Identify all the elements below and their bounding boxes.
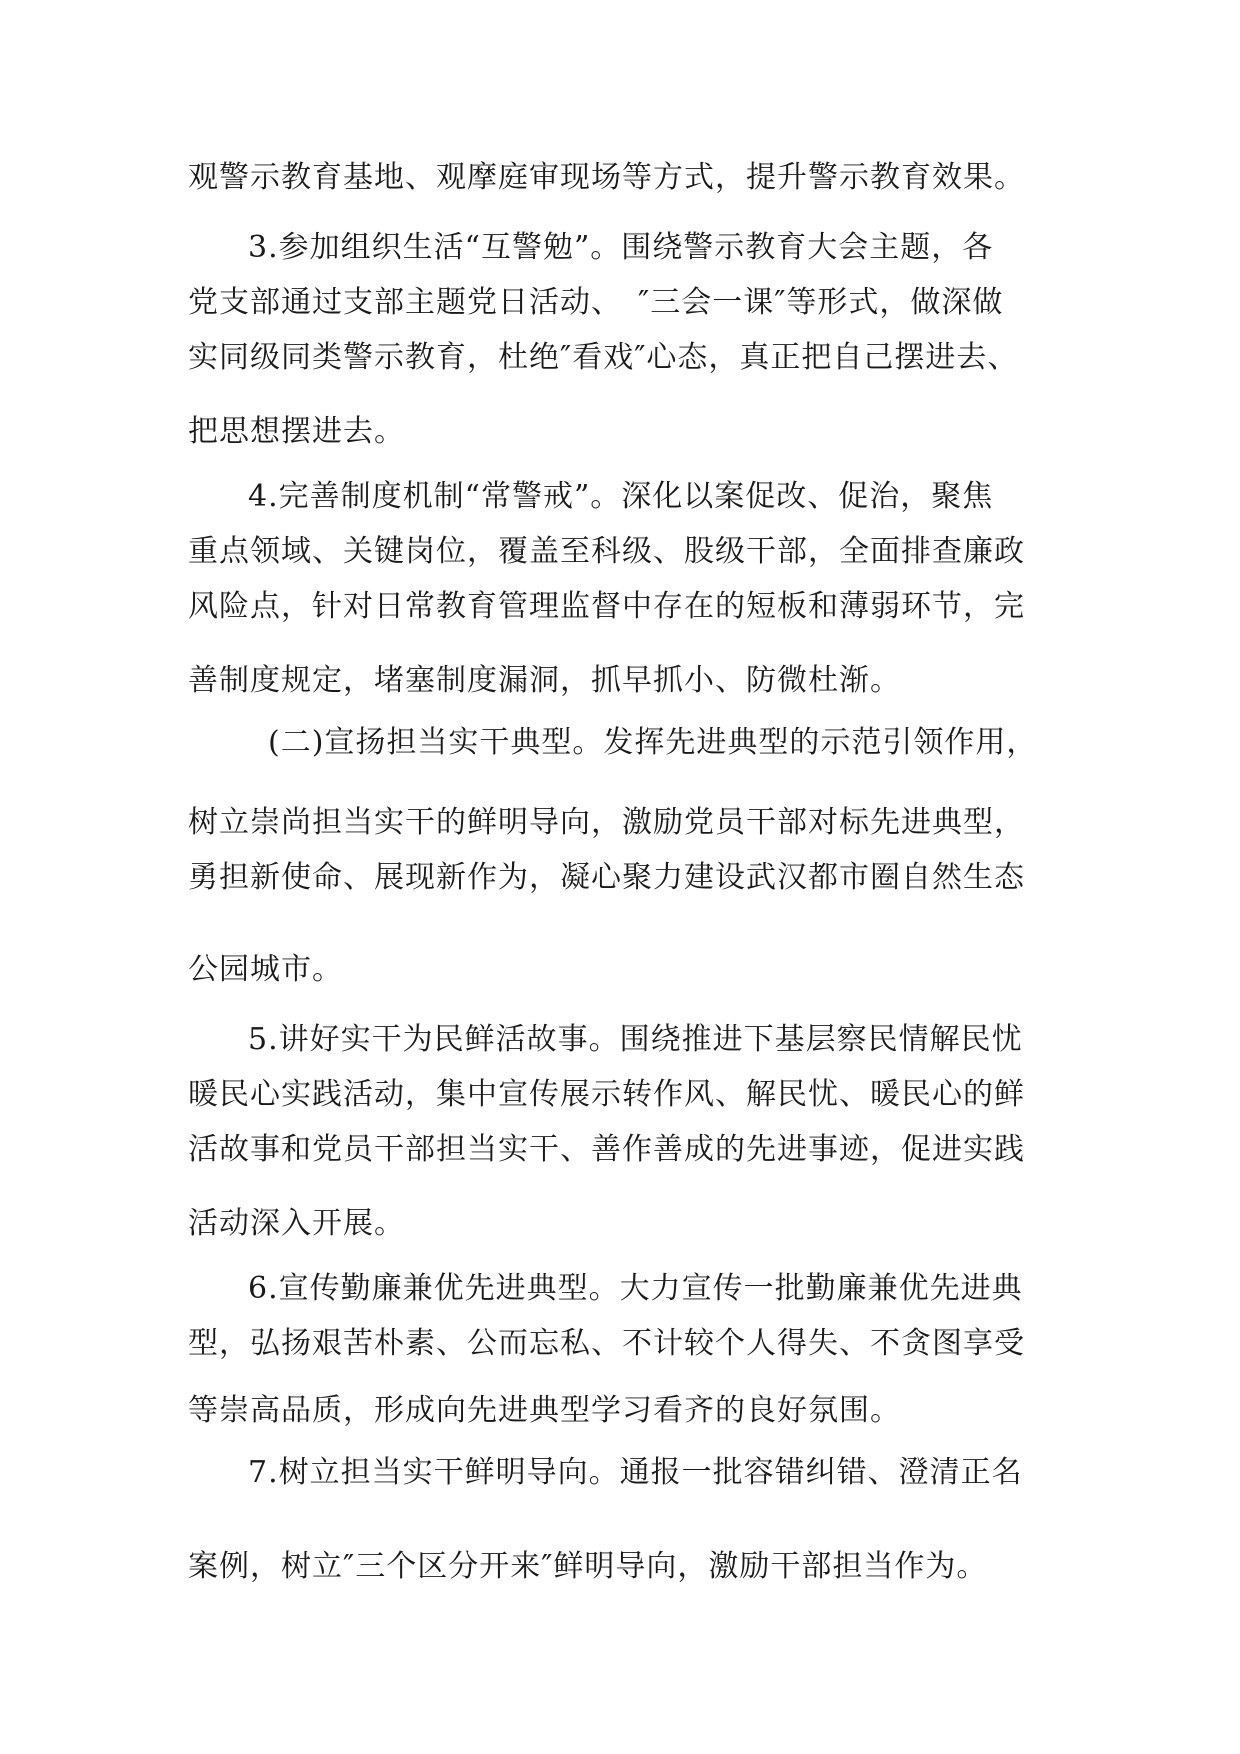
text-line-22: 案例，树立″三个区分开来″鲜明导向，激励干部担当作为。	[188, 1549, 988, 1584]
section-heading-2: (二)宣扬担当实干典型。发挥先进典型的示范引领作用，	[268, 725, 1038, 760]
text-line-6: 4.完善制度机制“常警戒”。深化以案促改、促治，聚焦	[248, 479, 994, 514]
text-line-16: 活故事和党员干部担当实干、善作善成的先进事迹，促进实践	[188, 1132, 1025, 1167]
text-line-19: 型，弘扬艰苦朴素、公而忘私、不计较个人得失、不贪图享受	[188, 1326, 1025, 1361]
text-line-13: 公园城市。	[188, 952, 343, 987]
text-line-3: 党支部通过支部主题党日活动、 ″三会一课″等形式，做深做	[188, 285, 1004, 320]
text-line-1: 观警示教育基地、观摩庭审现场等方式，提升警示教育效果。	[188, 160, 1025, 195]
text-line-15: 暖民心实践活动，集中宣传展示转作风、解民忧、暖民心的鲜	[188, 1077, 1025, 1112]
text-line-5: 把思想摆进去。	[188, 414, 405, 449]
text-line-4: 实同级同类警示教育，杜绝″看戏″心态，真正把自己摆进去、	[188, 340, 1019, 375]
text-line-14: 5.讲好实干为民鲜活故事。围绕推进下基层察民情解民忧	[248, 1022, 1023, 1057]
text-line-17: 活动深入开展。	[188, 1206, 405, 1241]
text-line-2: 3.参加组织生活“互警勉”。围绕警示教育大会主题，各	[248, 230, 994, 265]
text-line-12: 勇担新使命、展现新作为，凝心聚力建设武汉都市圈自然生态	[188, 860, 1025, 895]
text-line-7: 重点领域、关键岗位，覆盖至科级、股级干部，全面排查廉政	[188, 534, 1025, 569]
text-line-20: 等崇高品质，形成向先进典型学习看齐的良好氛围。	[188, 1393, 901, 1428]
text-line-11: 树立崇尚担当实干的鲜明导向，激励党员干部对标先进典型，	[188, 805, 1025, 840]
text-line-18: 6.宣传勤廉兼优先进典型。大力宣传一批勤廉兼优先进典	[248, 1271, 1023, 1306]
text-line-9: 善制度规定，堵塞制度漏洞，抓早抓小、防微杜渐。	[188, 663, 901, 698]
text-line-21: 7.树立担当实干鲜明导向。通报一批容错纠错、澄清正名	[248, 1455, 1023, 1490]
text-line-8: 风险点，针对日常教育管理监督中存在的短板和薄弱环节，完	[188, 589, 1025, 624]
